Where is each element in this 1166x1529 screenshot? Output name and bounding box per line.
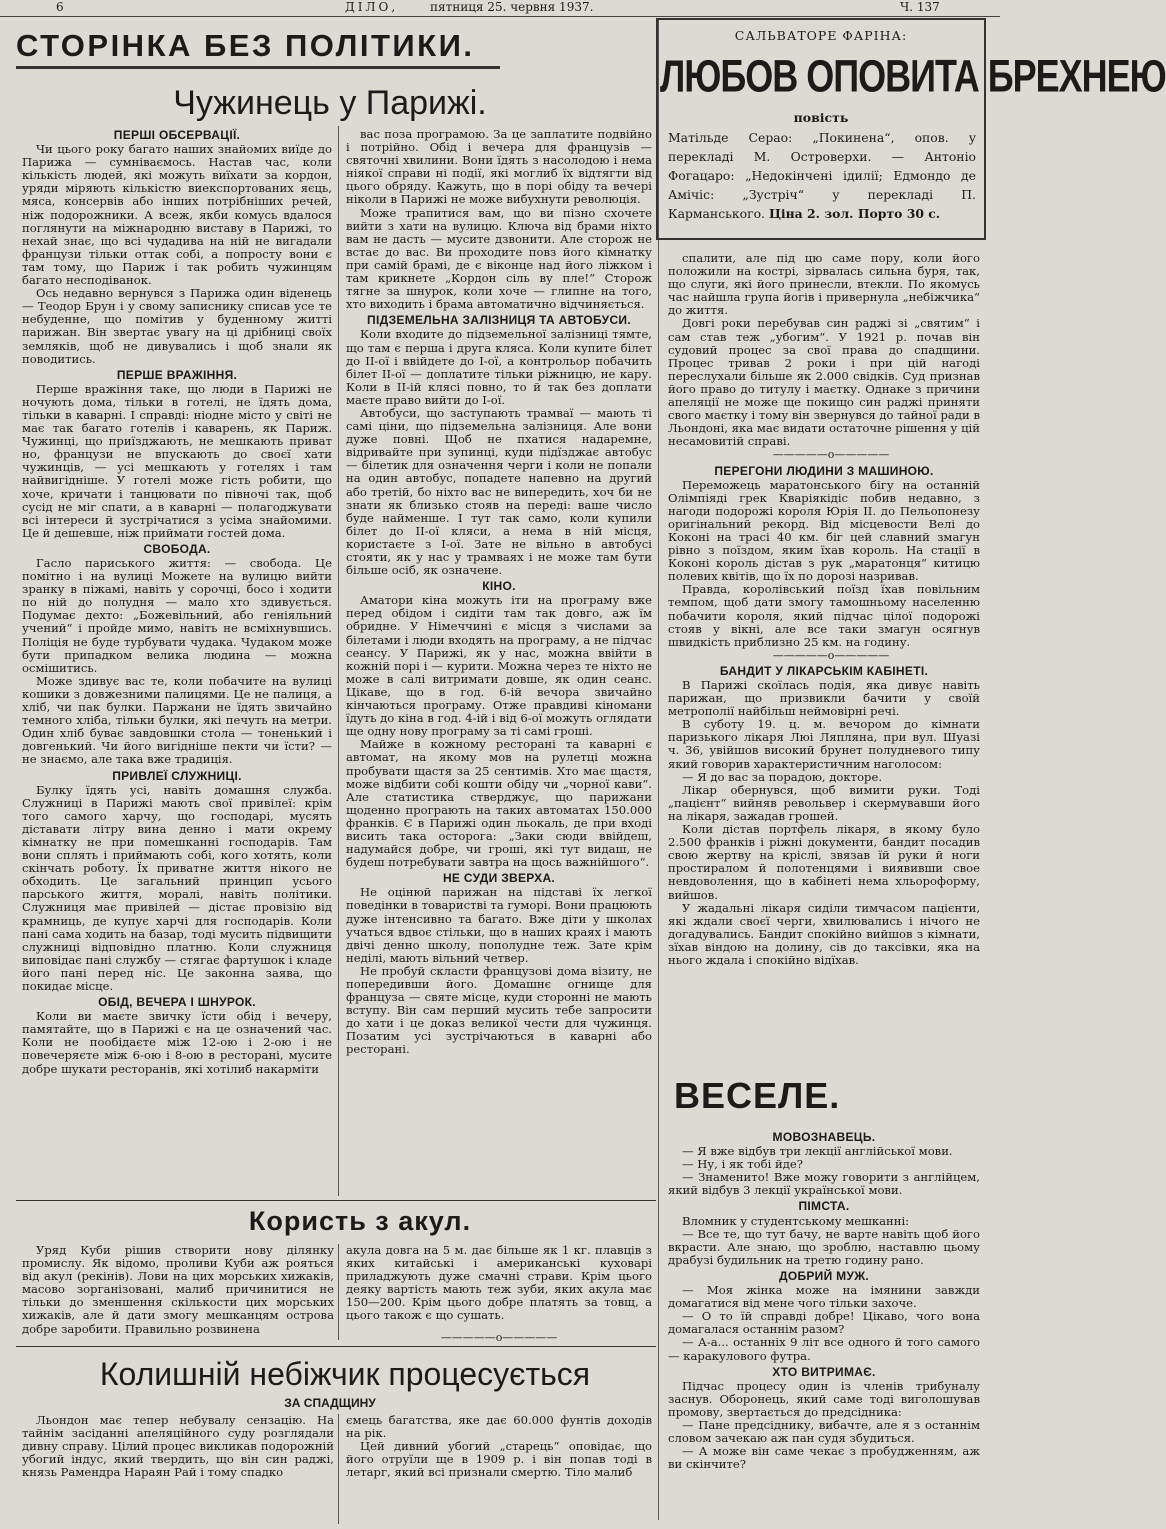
paragraph: Вломник у студентському мешканні: [682, 1213, 910, 1228]
paragraph: спалити, але під цю саме пору, коли його положили на кострі, зірвалась сильна буря, так, що слуги, які його принесли, втекли. По якомусь час найшла група йогів і привернула „небіжчика“ до життя. [668, 251, 980, 318]
section-heading: СВОБОДА. [143, 541, 211, 556]
section-heading: ХТО ВИТРИМАЄ. [772, 1364, 876, 1379]
paragraph: Підчас процесу один із членів трибуналу заснув. Оборонець, який саме тоді виголошував промову, звертається до предсідника: [668, 1378, 980, 1419]
title-underline [16, 66, 500, 69]
paragraph: Може трапитися вам, що ви пізно схочете вийти з хати на вулицю. Ключа від брами ніхто вам не дасть — мусите дзвонити. Але сторож не встає до вас. Ви проходите повз його кімнатку при самій брамі, де є віконце над його ліжком і там крикнете „Кордон сіль ву пле!“ Сторож тягне за шнурок, коли хоче — глипне на того, хто виходить і брама автоматично відчиняється. [346, 205, 652, 312]
paragraph: — А може він саме чекає з пробудженням, аж ви скінчите? [668, 1444, 980, 1472]
page-header [0, 0, 1000, 17]
page-number: 6 [56, 0, 64, 14]
separator-ornament: —————о————— [772, 448, 890, 462]
paragraph: Коли дістав портфель лікаря, в якому було 2.500 франків і ріжні документи, бандит посадив свою жертву на кріслі, звязав їй руки й ноги простиралом й полотенцями і виявивши свое невдоволення, що в кабінеті нема хльороформу, вийшов. [668, 822, 980, 902]
section-heading: НЕ СУДИ ЗВЕРХА. [442, 871, 556, 886]
paragraph: — Знаменито! Вже можу говорити з англійцем, який відбув 3 лекції української мови. [668, 1170, 980, 1198]
column-divider [338, 1244, 339, 1340]
paragraph: вас поза програмою. За це заплатите подвійно і потрійно. Обід і вечера для французів — святочні хвилини. Вони їдять з насолодою і нема ніякої справи ні події, які моглиб їх відтягти від цього обряду. Кажуть, що в порі обіду та вечері ніколи в Парижі не може вибухнути революція. [346, 127, 652, 207]
section-rule [16, 1200, 656, 1201]
right-column-news [668, 252, 980, 1074]
separator-ornament: —————о————— [440, 1331, 558, 1344]
paragraph: — Все те, що тут бачу, не варте навіть щоб його вкрасти. Але знаю, що зроблю, наставлю цьому драбузі будильник на третю годину рано. [668, 1226, 980, 1267]
ad-author: САЛЬВАТОРЕ ФАРІНА: [734, 28, 908, 43]
section-heading: ПЕРШІ ОБСЕРВАЦІЇ. [113, 128, 241, 142]
paragraph: У жадальні лікаря сиділи тимчасом пацієнти, які ждали своєї черги, хвилювались і нічого не догадувались. Бандит спокійно вийшов з кімнати, зїхав віндою на долину, сів до таксівки, яка на нього ждала і спокійно відїхав. [668, 900, 980, 967]
issue-date: пятниця 25. червня 1937. [430, 0, 594, 14]
paragraph: — Пане предсіднику, вибачте, але я з останнім словом зачекаю аж пан судя збудиться. [668, 1417, 980, 1446]
article-paris-column-1 [22, 126, 332, 1198]
paragraph: — О то їй справді добре! Цікаво, чого вона домагалася останнім разом? [668, 1309, 980, 1337]
section-heading: МОВОЗНАВЕЦЬ. [772, 1130, 876, 1144]
column-divider [338, 1414, 339, 1524]
newspaper-name: ДІЛО, [345, 0, 399, 14]
section-heading: ПРИВЛЕЇ СЛУЖНИЦІ. [112, 768, 242, 783]
section-heading: ДОБРИЙ МУЖ. [778, 1268, 870, 1283]
article-title-paris: Чужинець у Парижі. [173, 84, 487, 122]
section-rule [16, 1346, 656, 1347]
paragraph: Переможець маратонського бігу на останній Олімпіяді грек Кваріякідіс побив недавно, з нагоди подорожі короля Юрія ІІ. до Пельопонезу оригінальний рекорд. Від місцевости Велі до Коконі на трасі 40 км. біг цей славний змагун рівно з поїздом, яким їхав король. На стації в Коконі король дістав з рук „маратонця“ китицю полевих квітів, що їх по дорозі назривав. [668, 477, 980, 584]
article-sharks-column-1: Уряд Куби рішив створити нову ділянку промислу. Як відомо, проливи Куби аж рояться від акул (рекінів). Лови на цих морських хижаків, масово зорганізовані, малиб причинитися не тільки до зменшення скількости цих морських хижаків, але й дати змогу мешканцям острова добре заробити. Правильно розвинена [22, 1243, 334, 1336]
paragraph: — Моя жінка може на імянини завжди домагатися від мене чого тільки захоче. [668, 1283, 980, 1311]
humor-section-title: ВЕСЕЛЕ. [674, 1075, 841, 1116]
section-heading: ПЕРЕГОНИ ЛЮДИНИ З МАШИНОЮ. [714, 463, 934, 478]
paragraph: — Ну, і як тобі йде? [682, 1157, 803, 1172]
ad-book-title: ЛЮБОВ ОПОВИТА БРЕХНЕЮ [660, 50, 1166, 102]
issue-number: Ч. 137 [900, 0, 940, 14]
paragraph: Правда, королівський поїзд їхав повільним темпом, щоб дати змогу тамошньому населенню побачити короля, який підчас цілої подорожі стояв у вікні, але все таки змагун осягнув швидкість приблизно 25 км. на годину. [668, 582, 980, 649]
section-heading: ОБІД, ВЕЧЕРА І ШНУРОК. [98, 995, 256, 1010]
paragraph: Гасло париського життя: — свобода. Це помітно і на вулиці Можете на вулицю вийти зранку в піжамі, навіть у сорочці, босо і ходити по ній до полудня — мало хто здивується. Подумає дехто: „Божевільний, або геніяльний учений“ і пройде мимо, навіть не всміхнувшись. Поліція не буде турбувати чудака. Чудаком може бути припадком велика людина — можна осмішитись. [22, 556, 332, 675]
paragraph: Коли ви маєте звичку їсти обід і вечеру, памятайте, що в Парижі є на це означений час. Коли не пообідаєте між 12-ою і 2-ою і не повечеряєте між 6-ою і 8-ою в ресторані, мусите добре шукати ресторанів, які хотілиб накарміти [22, 1009, 332, 1076]
paragraph: Коли входите до підземельної залізниці тямте, що там є перша і друга кляса. Коли купите білет до ІІ-ої і ввійдете до І-ої, а контрольор побачить білет ІІ-ої — доплатите тільки ріжницю, не кару. Коли в ІІ-ій клясі повно, то й так без доплати маєте право вийти до І-ої. [346, 327, 652, 407]
paragraph: Не пробуй скласти французові дома візиту, не попередивши його. Домашнє огнище для француза — святе місце, куди сторонні не мають вступу. Він сам перший мусить тебе запросити до хати і це доказ великої чести для чужинця. Позатим усі зустрічаються в каварні або ресторані. [346, 963, 652, 1057]
section-heading: ПІМСТА. [798, 1199, 850, 1214]
paragraph: В Парижі скоїлась подія, яка дивує навіть парижан, що призвикли бачити у своїй метрополії найбільш неймовірні речі. [668, 678, 980, 719]
article-title-former-dead: Колишній небіжчик процесується [99, 1356, 591, 1392]
article-sharks-column-2: акула довга на 5 м. дає більше як 1 кг. плавців з яких китайські і американські куховарі приладжують дуже смачні страви. Крім цього деяку вартість мають теж зуби, яких акула має 150—200. Крім цього добре платять за товщ, а цього також є що сушать. [346, 1243, 652, 1323]
article-title-sharks: Користь з акул. [248, 1206, 472, 1236]
article-subtitle: ЗА СПАДЩИНУ [284, 1396, 376, 1410]
page-title: СТОРІНКА БЕЗ ПОЛІТИКИ. [16, 28, 475, 63]
paragraph: В суботу 19. ц. м. вечором до кімнати паризького лікаря Люі Ляпляна, при вул. Шуазі ч. 36, увійшов високий брунет полудневого типу який говорив характеристичним наголосом: [668, 717, 980, 771]
paragraph: — А-а... останніх 9 літ все одного й того самого — каракулового футра. [668, 1335, 980, 1363]
paragraph: Чи цього року багато наших знайомих виїде до Парижа — сумніваємось. Настав час, коли кількість людей, які можуть виїхати за кордон, уряди міряють кількістю виекспортованих яєць, мяса, консервів або інших потрібніших речей, ніж подорожники. А всеж, якби комусь вдалося поглянути на міжнародню виставу в Парижі, то нехай знає, що всі чудадива на ній не вигадали французи тільки оттак собі, а попросту вони є там тому, що Париж і так робить чужинцям багато несподіванок. [22, 142, 332, 288]
section-heading: ПЕРШЕ ВРАЖІННЯ. [116, 367, 238, 382]
ad-genre: повість [793, 110, 849, 125]
paragraph: Булку їдять усі, навіть домашня служба. Служниці в Парижі мають свої привілеї: крім того самого харчу, що господарі, мусять діставати літру вина денно і мати окрему кімнатку не при помешканні господарів. Там вони сплять і приймають собі, кого хотять, коли скінчать роботу. Їх приватне життя нікого не обходить. Це загальний принцип усього парського життя, моралі, навіть політики. Служниця має привілей — дістає провізію від крамниць, де купує харчі для господарів. Коли пані сама ходить на базар, тоді мусить підвищити служниці відповідно платню. Коли служниця виповідає пані службу — стягає фартушок і кладе його пані перед ніс. Це законна заява, що покидає місце. [22, 782, 332, 993]
paragraph: Перше вражіння таке, що люди в Парижі не ночують дома, тільки в готелі, не їдять дома, тільки в каварні. І справді: ніодне місто у світі не має так багато готелів і каварень, як Париж. Чужинці, що приїзджають, не мешкають приват но, французи не впускають до своєї хати чужинців, — усі мешкають у готелях і там найвигідніше. У готелі може гість робити, що хоче, кричати і танцювати по півночі так, щоб сусід не міг спати, а в каварні — полагоджувати всі інтереси й зустрічатися з усіма знайомими. Це й дешевше, ніж приймати гостей дома. [22, 381, 332, 540]
paragraph: Довгі роки перебував син раджі зі „святим“ і сам став теж „убогим“. У 1921 р. почав він судовий процес за свої права до спадщини. Процес тривав 2 роки і при цій нагоді переслухали більше як 2.000 свідків. Суд признав його право до титулу і маєтку. Однаке з причини апеляції не може ще покищо син раджі приняти свого маєтку і тому він звернувся до тайної ради в Льондоні, яка має видати остаточне рішення у цій несамовитій справі. [668, 316, 980, 449]
column-divider [658, 20, 659, 1520]
ad-description: Матільде Серао: „Покинена“, опов. у перекладі М. Островерхи. — Антоніо Фогацаро: „Недокінчені ідилії; Едмондо де Амічіс: „Зустріч“ у перекладі П. Карманського. Ціна 2. зол. Порто 30 с. [668, 130, 976, 221]
article-former-dead-column-1: Льондон має тепер небувалу сензацію. На тайнім засіданні апеляційного суду розглядали дивну справу. Цілий процес викликав подорожній убогий індус, який твердить, що він син раджі, князь Рамендра Нараян Рай і тому спадко [22, 1413, 334, 1480]
ad-price: Ціна 2. зол. Порто 30 с. [768, 206, 941, 221]
humor-section [668, 1128, 980, 1524]
paragraph: Ось недавно вернувся з Парижа один віденець — Теодор Брун і у свому записнику списав усе те небуденне, що помітив у буденному житті парижан. Він звертає увагу на ці дрібниці своїх земляків, щоб не дивувались і щоб знали як поводитись. [22, 286, 332, 366]
article-paris-column-2 [346, 128, 652, 1196]
article-former-dead-column-2: ємець багатства, яке дає 60.000 фунтів доходів на рік. Цей дивний убогий „старець“ оповідає, що його отруїли ще в 1909 р. і він попав тоді в летарг, який всі признали смертю. Тіло малиб [346, 1413, 652, 1480]
paragraph: Не оцінюй парижан на підставі їх легкої поведінки в товаристві та гуморі. Вони працюють дуже інтенсивно та багато. Вже діти у школах учаться вдвоє стільки, що в наших краях і мають двічі денно школу, пополудне теж. Зате крім неділі, мають вільний четвер. [346, 885, 652, 965]
section-heading: КІНО. [482, 579, 516, 594]
section-heading: БАНДИТ У ЛІКАРСЬКІМ КАБІНЕТІ. [719, 663, 929, 678]
paragraph: Автобуси, що заступають трамваї — мають ті самі ціни, що підземельна залізниця. Але вони дуже повні. Щоб не пхатися надаремне, відривайте при зупинці, куди підїзджає автобус — білетик для означення черги і коли не попали на один автобус, попадете напевно на другий або третій, бо ніхто вас не випередить, хоч би не знати як близько стояв на переді: ваше число буде найменше. І тут так само, коли купили білет до ІІ-ої кляси, а нема в ній місця, користаєте з І-ої. Зате не вільно в автобусі стояти, як у нас у трамваях і не може там бути більше осіб, як означене. [346, 405, 652, 578]
paragraph: Майже в кожному ресторані та каварні є автомат, на якому мов на рулетці можна пробувати щастя за 25 сентимів. Хто має щастя, може відбити собі кошти обіду чи „чорної кави“. Але статистика стверджує, що парижани щоденно програють на таких автоматах 150.000 франків. Є в Парижі один льокаль, де при вході висить така осторога: „Заки сюди ввійдеш, надумайся добре, чи гроші, які тут видаш, не будеш потребувати завтра на щось важнійшого“. [346, 737, 652, 870]
paragraph: Може здивує вас те, коли побачите на вулиці кошики з довжезними палицями. Це не палиця, а хліб, чи пак булки. Паржани не їдять звичайно темного хліба, тільки булки, які печуть на метри. Один хліб буває завдовшки стола — тоненький і довгенький. Чи його вигідніше пекти чи їсти? — не знаємо, але така вже традиція. [22, 673, 332, 767]
paragraph: — Я до вас за порадою, докторе. [682, 769, 883, 784]
separator-ornament: —————о————— [772, 648, 890, 662]
section-heading: ПІДЗЕМЕЛЬНА ЗАЛІЗНИЦЯ ТА АВТОБУСИ. [367, 313, 631, 328]
paragraph: Лікар обернувся, щоб вимити руки. Тоді „пацієнт“ вийняв револьвер і скермувавши його на лікаря, зажадав грошей. [668, 782, 980, 823]
column-divider [338, 126, 339, 1196]
paragraph: Аматори кіна можуть іти на програму вже перед обідом і сидіти там так довго, аж їм обридне. У Німеччині є місця з числами за білетами і люди входять на програму, а не підчас сеансу. У Парижі, як у нас, можна ввійти в кожній порі і — курити. Можна через те ніхто не може в салі витримати довше, як один сеанс. Цікаве, що в год. 6-ій вечора звичайно кінчаються програму. Отже правдиві кіномани їдуть до кіна в год. 4-ій і від 6-ої можуть оглядати ще одну нову програму за ті самі гроші. [346, 593, 652, 739]
paragraph: — Я вже відбув три лекції англійської мови. [682, 1144, 953, 1159]
